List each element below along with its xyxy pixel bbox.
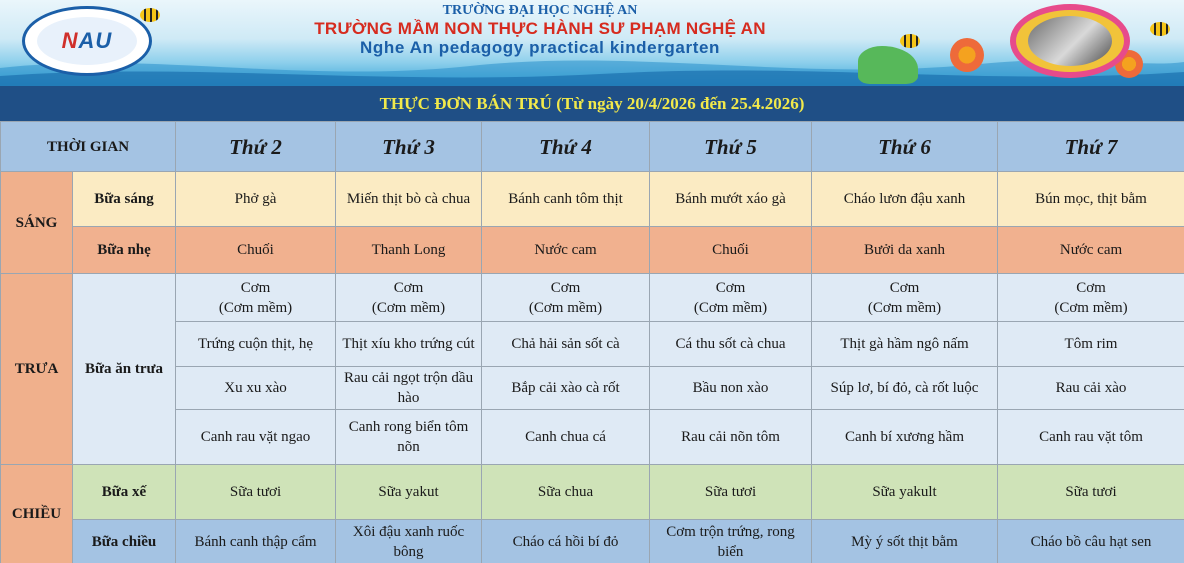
menu-cell: Mỳ ý sốt thịt bằm [812, 520, 998, 563]
menu-cell: Bánh canh tôm thịt [482, 172, 650, 227]
menu-cell: Cháo lươn đậu xanh [812, 172, 998, 227]
logo-text-au: AU [78, 28, 113, 53]
menu-cell: Sữa yakut [336, 465, 482, 520]
group-morning: SÁNG [1, 172, 73, 274]
menu-cell: Bắp cải xào cà rốt [482, 367, 650, 410]
menu-cell: Cháo bồ câu hạt sen [998, 520, 1184, 563]
menu-cell: Thịt gà hầm ngô nấm [812, 322, 998, 367]
menu-cell: Chuối [650, 227, 812, 274]
day-header: Thứ 4 [482, 122, 650, 172]
table-row [1, 367, 1184, 410]
menu-cell: Tôm rim [998, 322, 1184, 367]
group-noon: TRƯA [1, 274, 73, 465]
menu-cell: Miến thịt bò cà chua [336, 172, 482, 227]
meal-label-lunch: Bữa ăn trưa [73, 274, 176, 465]
header-banner [0, 0, 1184, 86]
rice-main: Cơm [1076, 279, 1106, 296]
menu-cell: Xu xu xào [176, 367, 336, 410]
university-name: TRƯỜNG ĐẠI HỌC NGHỆ AN [442, 3, 638, 18]
menu-cell: Bún mọc, thịt bằm [998, 172, 1184, 227]
menu-cell: Sữa tươi [650, 465, 812, 520]
menu-cell: Phở gà [176, 172, 336, 227]
menu-cell: Cá thu sốt cà chua [650, 322, 812, 367]
school-name-english: Nghe An pedagogy practical kindergarten [359, 38, 720, 57]
menu-cell: Bánh mướt xáo gà [650, 172, 812, 227]
group-afternoon: CHIỀU [1, 465, 73, 563]
table-row [1, 274, 1184, 322]
menu-cell: Canh rong biển tôm nõn [336, 410, 482, 465]
menu-cell-rice [336, 274, 482, 322]
meal-label-dinner: Bữa chiều [73, 520, 176, 563]
menu-cell: Thịt xíu kho trứng cút [336, 322, 482, 367]
classroom-photo [1028, 16, 1112, 66]
day-header: Thứ 5 [650, 122, 812, 172]
menu-title: THỰC ĐƠN BÁN TRÚ (Từ ngày 20/4/2026 đến 25.4.2026) [0, 86, 1184, 121]
day-header: Thứ 7 [998, 122, 1184, 172]
meal-label-snack: Bữa nhẹ [73, 227, 176, 274]
menu-table [0, 121, 1184, 563]
menu-cell: Rau cải ngọt trộn dầu hào [336, 367, 482, 410]
table-row [1, 465, 1184, 520]
rice-main: Cơm [889, 279, 920, 296]
bee-icon [1150, 22, 1170, 36]
school-logo [22, 6, 152, 76]
menu-cell-rice [650, 274, 812, 322]
meal-label-afternoon-snack: Bữa xế [73, 465, 176, 520]
rice-main: Cơm [393, 279, 424, 296]
menu-cell: Canh rau vặt ngao [176, 410, 336, 465]
menu-cell-rice [176, 274, 336, 322]
table-row [1, 322, 1184, 367]
menu-cell: Sữa tươi [998, 465, 1184, 520]
rice-soft: (Cơm mềm) [1054, 299, 1128, 316]
menu-cell-rice [812, 274, 998, 322]
table-header-row [1, 122, 1184, 172]
menu-cell: Nước cam [482, 227, 650, 274]
menu-cell: Chả hải sản sốt cà [482, 322, 650, 367]
table-row [1, 410, 1184, 465]
menu-cell: Trứng cuộn thịt, hẹ [176, 322, 336, 367]
menu-cell: Canh bí xương hầm [812, 410, 998, 465]
rice-soft: (Cơm mềm) [528, 299, 603, 316]
menu-cell: Súp lơ, bí đỏ, cà rốt luộc [812, 367, 998, 410]
rice-main: Cơm [550, 279, 581, 296]
menu-cell: Nước cam [998, 227, 1184, 274]
day-header: Thứ 6 [812, 122, 998, 172]
rice-soft: (Cơm mềm) [218, 299, 293, 316]
table-row [1, 172, 1184, 227]
menu-cell: Bầu non xào [650, 367, 812, 410]
school-logo-mark [37, 17, 137, 65]
bee-icon [900, 34, 920, 48]
menu-cell: Sữa tươi [176, 465, 336, 520]
rice-soft: (Cơm mềm) [693, 299, 768, 316]
menu-cell: Thanh Long [336, 227, 482, 274]
rice-soft: (Cơm mềm) [867, 299, 942, 316]
photo-frame [1010, 4, 1130, 78]
menu-cell-rice [998, 274, 1184, 322]
bee-icon [140, 8, 160, 22]
menu-cell: Sữa yakult [812, 465, 998, 520]
menu-cell: Cháo cá hồi bí đỏ [482, 520, 650, 563]
rice-soft: (Cơm mềm) [371, 299, 446, 316]
menu-cell: Xôi đậu xanh ruốc bông [336, 520, 482, 563]
menu-cell: Rau cải xào [998, 367, 1184, 410]
menu-cell: Canh chua cá [482, 410, 650, 465]
menu-cell: Sữa chua [482, 465, 650, 520]
logo-text-n: N [61, 28, 79, 53]
time-header: THỜI GIAN [1, 122, 176, 172]
rice-main: Cơm [715, 279, 746, 296]
menu-cell: Chuối [176, 227, 336, 274]
flower-icon [950, 38, 984, 72]
school-heading [240, 3, 840, 57]
day-header: Thứ 3 [336, 122, 482, 172]
table-row [1, 227, 1184, 274]
day-header: Thứ 2 [176, 122, 336, 172]
menu-cell: Cơm trộn trứng, rong biển [650, 520, 812, 563]
menu-cell-rice [482, 274, 650, 322]
menu-cell: Bánh canh thập cẩm [176, 520, 336, 563]
menu-cell: Rau cải nõn tôm [650, 410, 812, 465]
lunch-menu [0, 86, 1184, 563]
menu-cell: Canh rau vặt tôm [998, 410, 1184, 465]
menu-cell: Bưởi da xanh [812, 227, 998, 274]
rice-main: Cơm [240, 279, 271, 296]
school-name: TRƯỜNG MẦM NON THỰC HÀNH SƯ PHẠM NGHỆ AN [314, 19, 766, 38]
meal-label-breakfast: Bữa sáng [73, 172, 176, 227]
table-row [1, 520, 1184, 563]
